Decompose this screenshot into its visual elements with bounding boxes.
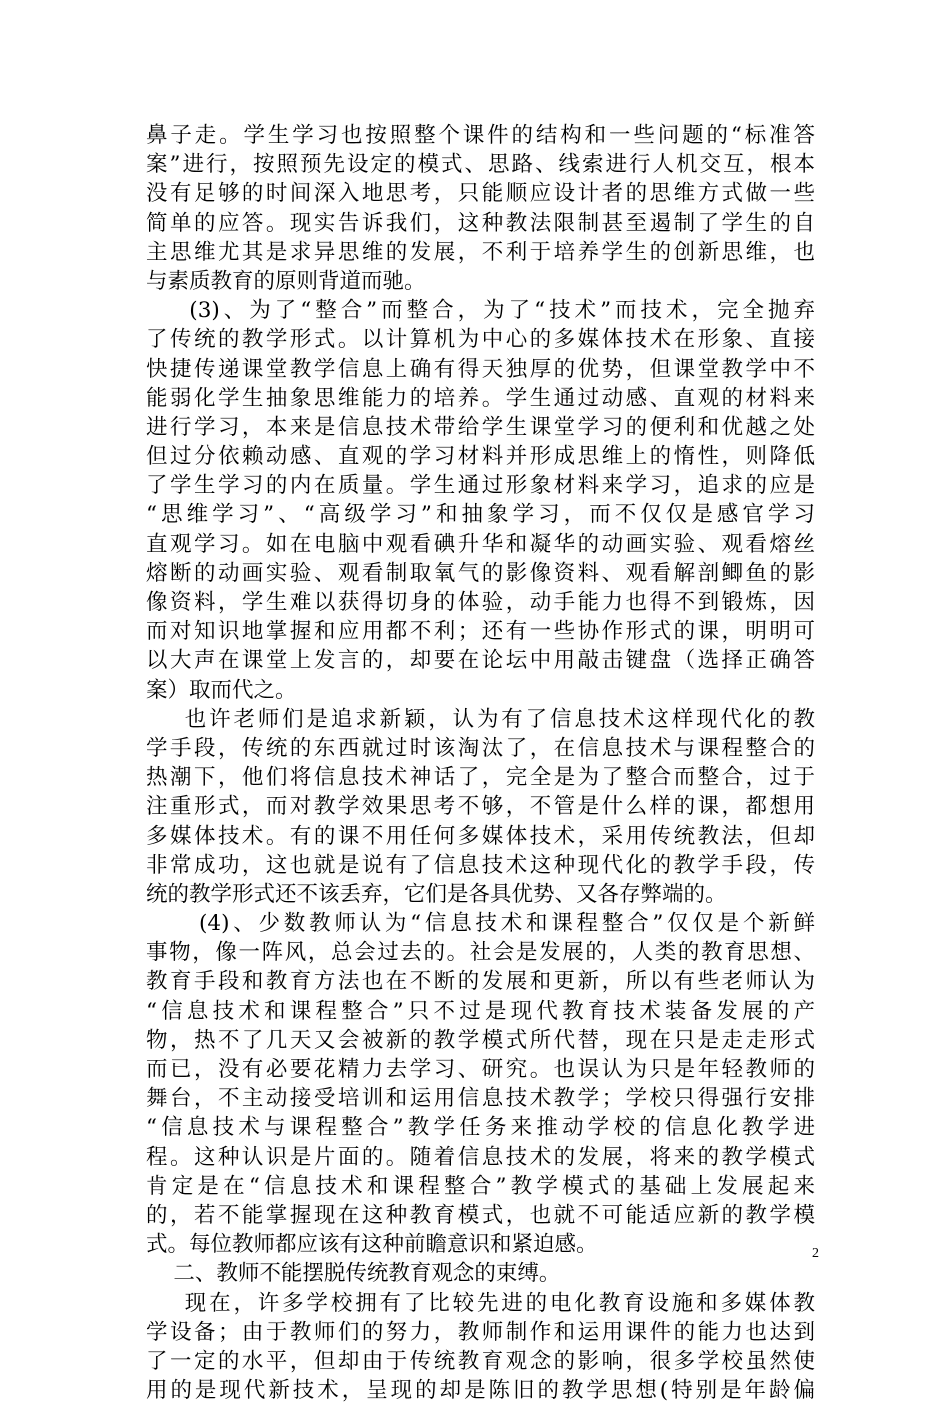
text-line: 了学生学习的内在质量。学生通过形象材料来学习，追求的应是 [146, 473, 815, 499]
text-line: 案）取而代之。 [146, 677, 297, 703]
text-line: 但过分依赖动感、直观的学习材料并形成思维上的惰性，则降低 [146, 444, 815, 470]
text-line: 案”进行，按照预先设定的模式、思路、线索进行人机交互，根本 [146, 152, 815, 178]
text-line: 简单的应答。现实告诉我们，这种教法限制甚至遏制了学生的自 [146, 210, 815, 236]
text-line: 了一定的水平，但却由于传统教育观念的影响，很多学校虽然使 [146, 1348, 815, 1374]
page-number: 2 [812, 1246, 819, 1261]
text-line: 像资料，学生难以获得切身的体验，动手能力也得不到锻炼，因 [146, 590, 815, 615]
text-line: 而对知识地掌握和应用都不利；还有一些协作形式的课，明明可 [146, 619, 815, 645]
text-line: “信息技术和课程整合”只不过是现代教育技术装备发展的产 [146, 998, 815, 1024]
text-line: 舞台，不主动接受培训和运用信息技术教学；学校只得强行安排 [146, 1086, 815, 1112]
text-line: 注重形式，而对教学效果思考不够，不管是什么样的课，都想用 [146, 794, 815, 820]
text-line: 学手段，传统的东西就过时该淘汰了，在信息技术与课程整合的 [146, 735, 815, 761]
text-line: (3)、为了“整合”而整合，为了“技术”而技术，完全抛弃 [146, 298, 815, 324]
text-line: 鼻子走。学生学习也按照整个课件的结构和一些问题的“标准答 [146, 123, 815, 148]
text-line: 事物，像一阵风，总会过去的。社会是发展的，人类的教育思想、 [146, 940, 815, 966]
text-line: 式。每位教师都应该有这种前瞻意识和紧迫感。 [146, 1232, 598, 1258]
text-line: 了传统的教学形式。以计算机为中心的多媒体技术在形象、直接 [146, 327, 815, 353]
text-line: 快捷传递课堂教学信息上确有得天独厚的优势，但课堂教学中不 [146, 356, 815, 382]
text-line: 用的是现代新技术，呈现的却是陈旧的教学思想(特别是年龄偏 [146, 1378, 815, 1404]
text-line: 物，热不了几天又会被新的教学模式所代替，现在只是走走形式 [146, 1027, 815, 1053]
text-line: “思维学习”、“高级学习”和抽象学习，而不仅仅是感官学习 [146, 502, 815, 528]
text-line: 学设备；由于教师们的努力，教师制作和运用课件的能力也达到 [146, 1319, 815, 1345]
text-line: 能弱化学生抽象思维能力的培养。学生通过动感、直观的材料来 [146, 385, 815, 411]
text-line: 统的教学形式还不该丢弃，它们是各具优势、又各存弊端的。 [146, 881, 727, 907]
text-line: 与素质教育的原则背道而驰。 [146, 268, 426, 294]
text-line: 熔断的动画实验、观看制取氧气的影像资料、观看解剖鲫鱼的影 [146, 560, 815, 586]
text-line: 没有足够的时间深入地思考，只能顺应设计者的思维方式做一些 [146, 181, 815, 207]
text-line: 主思维尤其是求异思维的发展，不利于培养学生的创新思维，也 [146, 239, 815, 265]
text-line: 以大声在课堂上发言的，却要在论坛中用敲击键盘（选择正确答 [146, 648, 815, 674]
text-line: 教育手段和教育方法也在不断的发展和更新，所以有些老师认为 [146, 969, 815, 995]
text-line: (4)、少数教师认为“信息技术和课程整合”仅仅是个新鲜 [146, 911, 815, 937]
text-line: “信息技术与课程整合”教学任务来推动学校的信息化教学进 [146, 1115, 815, 1141]
text-line: 直观学习。如在电脑中观看碘升华和凝华的动画实验、观看熔丝 [146, 531, 815, 557]
text-line: 现在，许多学校拥有了比较先进的电化教育设施和多媒体教 [146, 1290, 815, 1316]
text-line: 热潮下，他们将信息技术神话了，完全是为了整合而整合，过于 [146, 765, 815, 791]
text-line: 也许老师们是追求新颖，认为有了信息技术这样现代化的教 [146, 706, 815, 732]
text-line: 非常成功，这也就是说有了信息技术这种现代化的教学手段，传 [146, 852, 815, 878]
text-line: 而已，没有必要花精力去学习、研究。也误认为只是年轻教师的 [146, 1057, 815, 1082]
text-line: 肯定是在“信息技术和课程整合”教学模式的基础上发展起来 [146, 1173, 815, 1199]
text-line: 进行学习，本来是信息技术带给学生课堂学习的便利和优越之处 [146, 414, 815, 440]
body-text [146, 121, 815, 1405]
text-line: 的，若不能掌握现在这种教育模式，也就不可能适应新的教学模 [146, 1202, 815, 1228]
text-line: 多媒体技术。有的课不用任何多媒体技术，采用传统教法，但却 [146, 823, 815, 849]
text-line: 二、教师不能摆脱传统教育观念的束缚。 [146, 1261, 561, 1287]
text-line: 程。这种认识是片面的。随着信息技术的发展，将来的教学模式 [146, 1144, 815, 1170]
